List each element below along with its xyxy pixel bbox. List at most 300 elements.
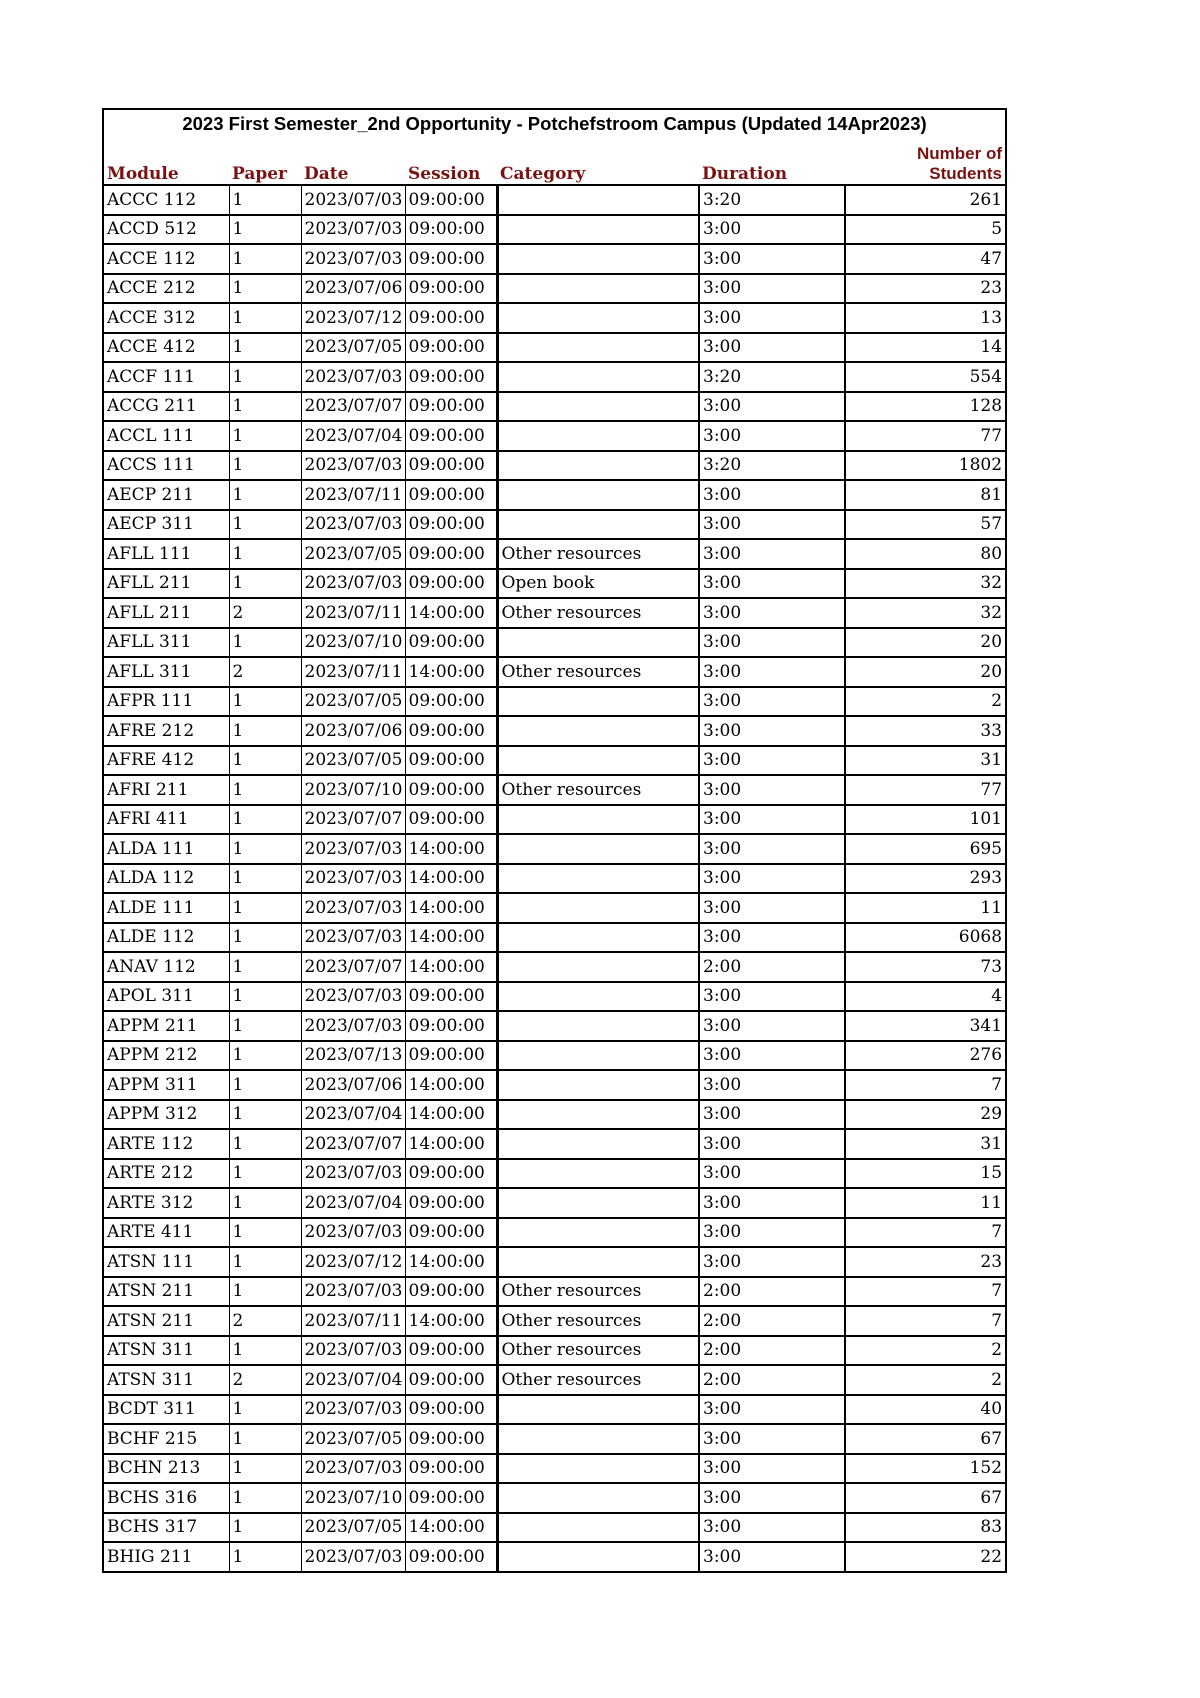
table-row [103, 1306, 1006, 1336]
cell-duration: 3:00 [699, 628, 845, 658]
cell-category [497, 687, 699, 717]
cell-category [497, 392, 699, 422]
cell-paper: 2 [229, 1306, 301, 1336]
cell-duration: 3:00 [699, 864, 845, 894]
cell-paper: 1 [229, 923, 301, 953]
cell-category [497, 864, 699, 894]
cell-paper: 1 [229, 628, 301, 658]
cell-module: ARTE 212 [103, 1159, 229, 1189]
cell-category [497, 893, 699, 923]
cell-module: AFLL 211 [103, 569, 229, 599]
cell-date: 2023/07/03 [301, 1159, 405, 1189]
cell-students: 4 [845, 982, 1006, 1012]
cell-category [497, 1129, 699, 1159]
cell-category [497, 1188, 699, 1218]
table-row [103, 510, 1006, 540]
cell-module: BCHS 317 [103, 1513, 229, 1543]
cell-duration: 2:00 [699, 1277, 845, 1307]
cell-paper: 1 [229, 1011, 301, 1041]
table-row [103, 1513, 1006, 1543]
cell-module: AFRI 211 [103, 775, 229, 805]
exam-timetable [102, 108, 1007, 1573]
cell-category: Other resources [497, 1336, 699, 1366]
cell-duration: 3:00 [699, 1424, 845, 1454]
cell-module: ACCF 111 [103, 362, 229, 392]
table-row [103, 1070, 1006, 1100]
cell-session: 09:00:00 [405, 274, 497, 304]
cell-duration: 3:00 [699, 539, 845, 569]
cell-module: ATSN 111 [103, 1247, 229, 1277]
column-header-students [845, 138, 1006, 185]
cell-category [497, 1513, 699, 1543]
cell-session: 09:00:00 [405, 1188, 497, 1218]
cell-students: 77 [845, 421, 1006, 451]
cell-date: 2023/07/03 [301, 244, 405, 274]
cell-module: ANAV 112 [103, 952, 229, 982]
cell-date: 2023/07/03 [301, 510, 405, 540]
cell-duration: 3:00 [699, 510, 845, 540]
cell-session: 09:00:00 [405, 362, 497, 392]
table-row [103, 1424, 1006, 1454]
cell-paper: 1 [229, 1188, 301, 1218]
table-row [103, 1188, 1006, 1218]
cell-date: 2023/07/03 [301, 1395, 405, 1425]
cell-date: 2023/07/03 [301, 215, 405, 245]
table-row [103, 274, 1006, 304]
cell-date: 2023/07/07 [301, 1129, 405, 1159]
cell-date: 2023/07/04 [301, 1100, 405, 1130]
cell-duration: 3:00 [699, 1159, 845, 1189]
cell-duration: 3:00 [699, 1513, 845, 1543]
cell-category: Other resources [497, 1365, 699, 1395]
cell-date: 2023/07/12 [301, 1247, 405, 1277]
cell-module: BCHN 213 [103, 1454, 229, 1484]
cell-session: 09:00:00 [405, 1041, 497, 1071]
cell-module: ACCG 211 [103, 392, 229, 422]
cell-paper: 1 [229, 893, 301, 923]
cell-date: 2023/07/04 [301, 1365, 405, 1395]
cell-paper: 1 [229, 362, 301, 392]
cell-module: AFRE 212 [103, 716, 229, 746]
cell-duration: 3:00 [699, 657, 845, 687]
table-row [103, 303, 1006, 333]
cell-category [497, 628, 699, 658]
cell-paper: 1 [229, 1129, 301, 1159]
cell-category [497, 510, 699, 540]
cell-category [497, 1395, 699, 1425]
cell-category [497, 1011, 699, 1041]
table-row [103, 421, 1006, 451]
cell-duration: 3:00 [699, 834, 845, 864]
cell-session: 09:00:00 [405, 1483, 497, 1513]
cell-duration: 3:00 [699, 893, 845, 923]
cell-students: 73 [845, 952, 1006, 982]
cell-session: 14:00:00 [405, 1306, 497, 1336]
table-row [103, 982, 1006, 1012]
cell-session: 14:00:00 [405, 923, 497, 953]
cell-category: Other resources [497, 657, 699, 687]
cell-paper: 1 [229, 1159, 301, 1189]
table-row [103, 775, 1006, 805]
cell-session: 09:00:00 [405, 215, 497, 245]
cell-paper: 1 [229, 805, 301, 835]
cell-module: ATSN 211 [103, 1277, 229, 1307]
table-row [103, 1277, 1006, 1307]
table-row [103, 215, 1006, 245]
cell-category [497, 1542, 699, 1572]
cell-module: APOL 311 [103, 982, 229, 1012]
cell-date: 2023/07/03 [301, 1218, 405, 1248]
cell-session: 09:00:00 [405, 303, 497, 333]
cell-session: 09:00:00 [405, 1365, 497, 1395]
cell-duration: 3:00 [699, 244, 845, 274]
cell-students: 341 [845, 1011, 1006, 1041]
cell-session: 09:00:00 [405, 569, 497, 599]
cell-date: 2023/07/05 [301, 1513, 405, 1543]
cell-category [497, 244, 699, 274]
cell-paper: 1 [229, 510, 301, 540]
table-row [103, 1159, 1006, 1189]
cell-date: 2023/07/04 [301, 1188, 405, 1218]
cell-category: Other resources [497, 539, 699, 569]
cell-category [497, 362, 699, 392]
table-row [103, 451, 1006, 481]
cell-paper: 1 [229, 952, 301, 982]
cell-session: 09:00:00 [405, 746, 497, 776]
cell-paper: 1 [229, 716, 301, 746]
cell-date: 2023/07/03 [301, 451, 405, 481]
table-row [103, 1011, 1006, 1041]
cell-date: 2023/07/03 [301, 1277, 405, 1307]
cell-date: 2023/07/03 [301, 1336, 405, 1366]
cell-session: 09:00:00 [405, 480, 497, 510]
cell-category: Other resources [497, 598, 699, 628]
cell-module: ACCE 112 [103, 244, 229, 274]
cell-duration: 3:00 [699, 746, 845, 776]
cell-date: 2023/07/05 [301, 687, 405, 717]
cell-paper: 1 [229, 215, 301, 245]
cell-students: 7 [845, 1070, 1006, 1100]
cell-module: AFLL 311 [103, 628, 229, 658]
cell-duration: 3:00 [699, 303, 845, 333]
cell-duration: 3:00 [699, 1247, 845, 1277]
cell-students: 13 [845, 303, 1006, 333]
cell-paper: 1 [229, 1542, 301, 1572]
table-row [103, 598, 1006, 628]
cell-date: 2023/07/03 [301, 1454, 405, 1484]
cell-duration: 3:00 [699, 1542, 845, 1572]
cell-module: AFPR 111 [103, 687, 229, 717]
cell-category [497, 1247, 699, 1277]
table-row [103, 864, 1006, 894]
cell-module: AFRE 412 [103, 746, 229, 776]
cell-duration: 3:00 [699, 1129, 845, 1159]
cell-paper: 1 [229, 746, 301, 776]
column-header-module: Module [103, 138, 229, 185]
cell-session: 09:00:00 [405, 392, 497, 422]
cell-duration: 3:00 [699, 1188, 845, 1218]
cell-paper: 1 [229, 1395, 301, 1425]
column-header-category: Category [497, 138, 699, 185]
cell-category [497, 274, 699, 304]
cell-students: 20 [845, 628, 1006, 658]
cell-session: 14:00:00 [405, 834, 497, 864]
cell-date: 2023/07/03 [301, 362, 405, 392]
cell-category [497, 1454, 699, 1484]
cell-students: 128 [845, 392, 1006, 422]
cell-paper: 1 [229, 834, 301, 864]
cell-date: 2023/07/06 [301, 274, 405, 304]
cell-module: BCHF 215 [103, 1424, 229, 1454]
cell-category [497, 805, 699, 835]
cell-duration: 3:00 [699, 1011, 845, 1041]
cell-duration: 3:00 [699, 775, 845, 805]
cell-duration: 3:00 [699, 1218, 845, 1248]
cell-module: ALDA 111 [103, 834, 229, 864]
column-header-duration: Duration [699, 138, 845, 185]
cell-session: 09:00:00 [405, 510, 497, 540]
table-title: 2023 First Semester_2nd Opportunity - Potchefstroom Campus (Updated 14Apr2023) [103, 109, 1006, 138]
cell-date: 2023/07/10 [301, 628, 405, 658]
cell-session: 14:00:00 [405, 1513, 497, 1543]
cell-date: 2023/07/12 [301, 303, 405, 333]
cell-session: 09:00:00 [405, 982, 497, 1012]
table-body [103, 185, 1006, 1572]
cell-students: 22 [845, 1542, 1006, 1572]
cell-session: 09:00:00 [405, 421, 497, 451]
cell-duration: 3:00 [699, 421, 845, 451]
cell-students: 11 [845, 893, 1006, 923]
cell-students: 6068 [845, 923, 1006, 953]
cell-category [497, 1218, 699, 1248]
cell-session: 14:00:00 [405, 893, 497, 923]
cell-module: APPM 311 [103, 1070, 229, 1100]
cell-session: 09:00:00 [405, 539, 497, 569]
table-row [103, 362, 1006, 392]
column-header-students-line2: Students [929, 164, 1003, 183]
cell-date: 2023/07/13 [301, 1041, 405, 1071]
cell-duration: 3:20 [699, 362, 845, 392]
cell-category [497, 480, 699, 510]
cell-paper: 1 [229, 451, 301, 481]
cell-category [497, 952, 699, 982]
cell-session: 14:00:00 [405, 1100, 497, 1130]
cell-duration: 3:00 [699, 333, 845, 363]
table-row [103, 333, 1006, 363]
cell-paper: 1 [229, 480, 301, 510]
cell-date: 2023/07/03 [301, 893, 405, 923]
column-header-paper: Paper [229, 138, 301, 185]
cell-date: 2023/07/07 [301, 952, 405, 982]
cell-module: ACCC 112 [103, 185, 229, 215]
cell-duration: 3:00 [699, 569, 845, 599]
cell-paper: 1 [229, 1277, 301, 1307]
table-row [103, 1365, 1006, 1395]
cell-students: 23 [845, 274, 1006, 304]
cell-duration: 3:00 [699, 1454, 845, 1484]
cell-students: 31 [845, 1129, 1006, 1159]
cell-duration: 3:00 [699, 982, 845, 1012]
column-header-session: Session [405, 138, 497, 185]
cell-session: 14:00:00 [405, 1129, 497, 1159]
cell-students: 7 [845, 1277, 1006, 1307]
table-row [103, 569, 1006, 599]
cell-students: 47 [845, 244, 1006, 274]
cell-duration: 3:00 [699, 215, 845, 245]
cell-module: ATSN 311 [103, 1336, 229, 1366]
cell-session: 09:00:00 [405, 1011, 497, 1041]
cell-module: ALDE 112 [103, 923, 229, 953]
cell-students: 29 [845, 1100, 1006, 1130]
cell-paper: 2 [229, 598, 301, 628]
cell-paper: 1 [229, 1070, 301, 1100]
cell-module: ATSN 311 [103, 1365, 229, 1395]
cell-paper: 1 [229, 687, 301, 717]
cell-date: 2023/07/11 [301, 657, 405, 687]
table-row [103, 1100, 1006, 1130]
cell-module: AFLL 311 [103, 657, 229, 687]
cell-students: 261 [845, 185, 1006, 215]
cell-paper: 1 [229, 982, 301, 1012]
cell-category: Other resources [497, 1306, 699, 1336]
cell-students: 31 [845, 746, 1006, 776]
cell-category [497, 1424, 699, 1454]
cell-category [497, 1041, 699, 1071]
table-row [103, 716, 1006, 746]
cell-module: ARTE 112 [103, 1129, 229, 1159]
cell-students: 14 [845, 333, 1006, 363]
cell-paper: 1 [229, 185, 301, 215]
cell-students: 15 [845, 1159, 1006, 1189]
cell-module: ACCE 212 [103, 274, 229, 304]
cell-paper: 1 [229, 1336, 301, 1366]
cell-session: 09:00:00 [405, 333, 497, 363]
cell-module: APPM 212 [103, 1041, 229, 1071]
cell-category [497, 1159, 699, 1189]
cell-date: 2023/07/04 [301, 421, 405, 451]
cell-paper: 1 [229, 303, 301, 333]
cell-students: 67 [845, 1424, 1006, 1454]
cell-module: APPM 211 [103, 1011, 229, 1041]
cell-paper: 2 [229, 1365, 301, 1395]
cell-students: 32 [845, 569, 1006, 599]
table-row [103, 1218, 1006, 1248]
cell-paper: 1 [229, 775, 301, 805]
cell-category [497, 215, 699, 245]
cell-module: ACCD 512 [103, 215, 229, 245]
cell-duration: 3:00 [699, 1483, 845, 1513]
cell-duration: 3:00 [699, 716, 845, 746]
cell-module: APPM 312 [103, 1100, 229, 1130]
cell-session: 14:00:00 [405, 1247, 497, 1277]
cell-module: ARTE 312 [103, 1188, 229, 1218]
cell-session: 09:00:00 [405, 716, 497, 746]
cell-category [497, 303, 699, 333]
cell-module: AFLL 111 [103, 539, 229, 569]
cell-date: 2023/07/07 [301, 805, 405, 835]
cell-date: 2023/07/10 [301, 775, 405, 805]
cell-paper: 1 [229, 1454, 301, 1484]
cell-students: 81 [845, 480, 1006, 510]
table-row [103, 480, 1006, 510]
table-row [103, 1454, 1006, 1484]
cell-session: 14:00:00 [405, 952, 497, 982]
cell-session: 09:00:00 [405, 775, 497, 805]
cell-paper: 1 [229, 1513, 301, 1543]
cell-session: 09:00:00 [405, 628, 497, 658]
cell-paper: 1 [229, 539, 301, 569]
cell-students: 293 [845, 864, 1006, 894]
cell-students: 276 [845, 1041, 1006, 1071]
cell-category [497, 834, 699, 864]
table-row [103, 539, 1006, 569]
cell-duration: 2:00 [699, 1306, 845, 1336]
table-row [103, 1336, 1006, 1366]
table-row [103, 805, 1006, 835]
cell-category [497, 333, 699, 363]
cell-students: 1802 [845, 451, 1006, 481]
cell-session: 09:00:00 [405, 185, 497, 215]
cell-students: 5 [845, 215, 1006, 245]
cell-duration: 3:00 [699, 480, 845, 510]
cell-date: 2023/07/05 [301, 1424, 405, 1454]
cell-module: ALDE 111 [103, 893, 229, 923]
cell-students: 20 [845, 657, 1006, 687]
cell-module: BHIG 211 [103, 1542, 229, 1572]
table-row [103, 244, 1006, 274]
cell-session: 14:00:00 [405, 598, 497, 628]
cell-category [497, 1483, 699, 1513]
cell-session: 09:00:00 [405, 1424, 497, 1454]
table-row [103, 1542, 1006, 1572]
cell-module: ACCS 111 [103, 451, 229, 481]
cell-paper: 1 [229, 421, 301, 451]
table-row [103, 923, 1006, 953]
table-row [103, 657, 1006, 687]
cell-category [497, 716, 699, 746]
cell-module: AFRI 411 [103, 805, 229, 835]
cell-students: 695 [845, 834, 1006, 864]
cell-date: 2023/07/11 [301, 1306, 405, 1336]
cell-date: 2023/07/05 [301, 746, 405, 776]
cell-date: 2023/07/03 [301, 1542, 405, 1572]
table-row [103, 628, 1006, 658]
cell-date: 2023/07/03 [301, 864, 405, 894]
cell-module: AECP 311 [103, 510, 229, 540]
cell-session: 14:00:00 [405, 657, 497, 687]
cell-paper: 1 [229, 333, 301, 363]
cell-duration: 3:00 [699, 1395, 845, 1425]
cell-paper: 1 [229, 1424, 301, 1454]
cell-paper: 1 [229, 1100, 301, 1130]
cell-date: 2023/07/03 [301, 834, 405, 864]
cell-students: 77 [845, 775, 1006, 805]
cell-session: 09:00:00 [405, 687, 497, 717]
cell-paper: 1 [229, 1483, 301, 1513]
cell-paper: 1 [229, 274, 301, 304]
cell-date: 2023/07/11 [301, 480, 405, 510]
cell-paper: 1 [229, 1041, 301, 1071]
cell-students: 33 [845, 716, 1006, 746]
cell-module: ARTE 411 [103, 1218, 229, 1248]
cell-module: AFLL 211 [103, 598, 229, 628]
cell-date: 2023/07/05 [301, 333, 405, 363]
table-row [103, 952, 1006, 982]
cell-duration: 3:20 [699, 451, 845, 481]
cell-module: ATSN 211 [103, 1306, 229, 1336]
cell-students: 57 [845, 510, 1006, 540]
cell-date: 2023/07/03 [301, 1011, 405, 1041]
